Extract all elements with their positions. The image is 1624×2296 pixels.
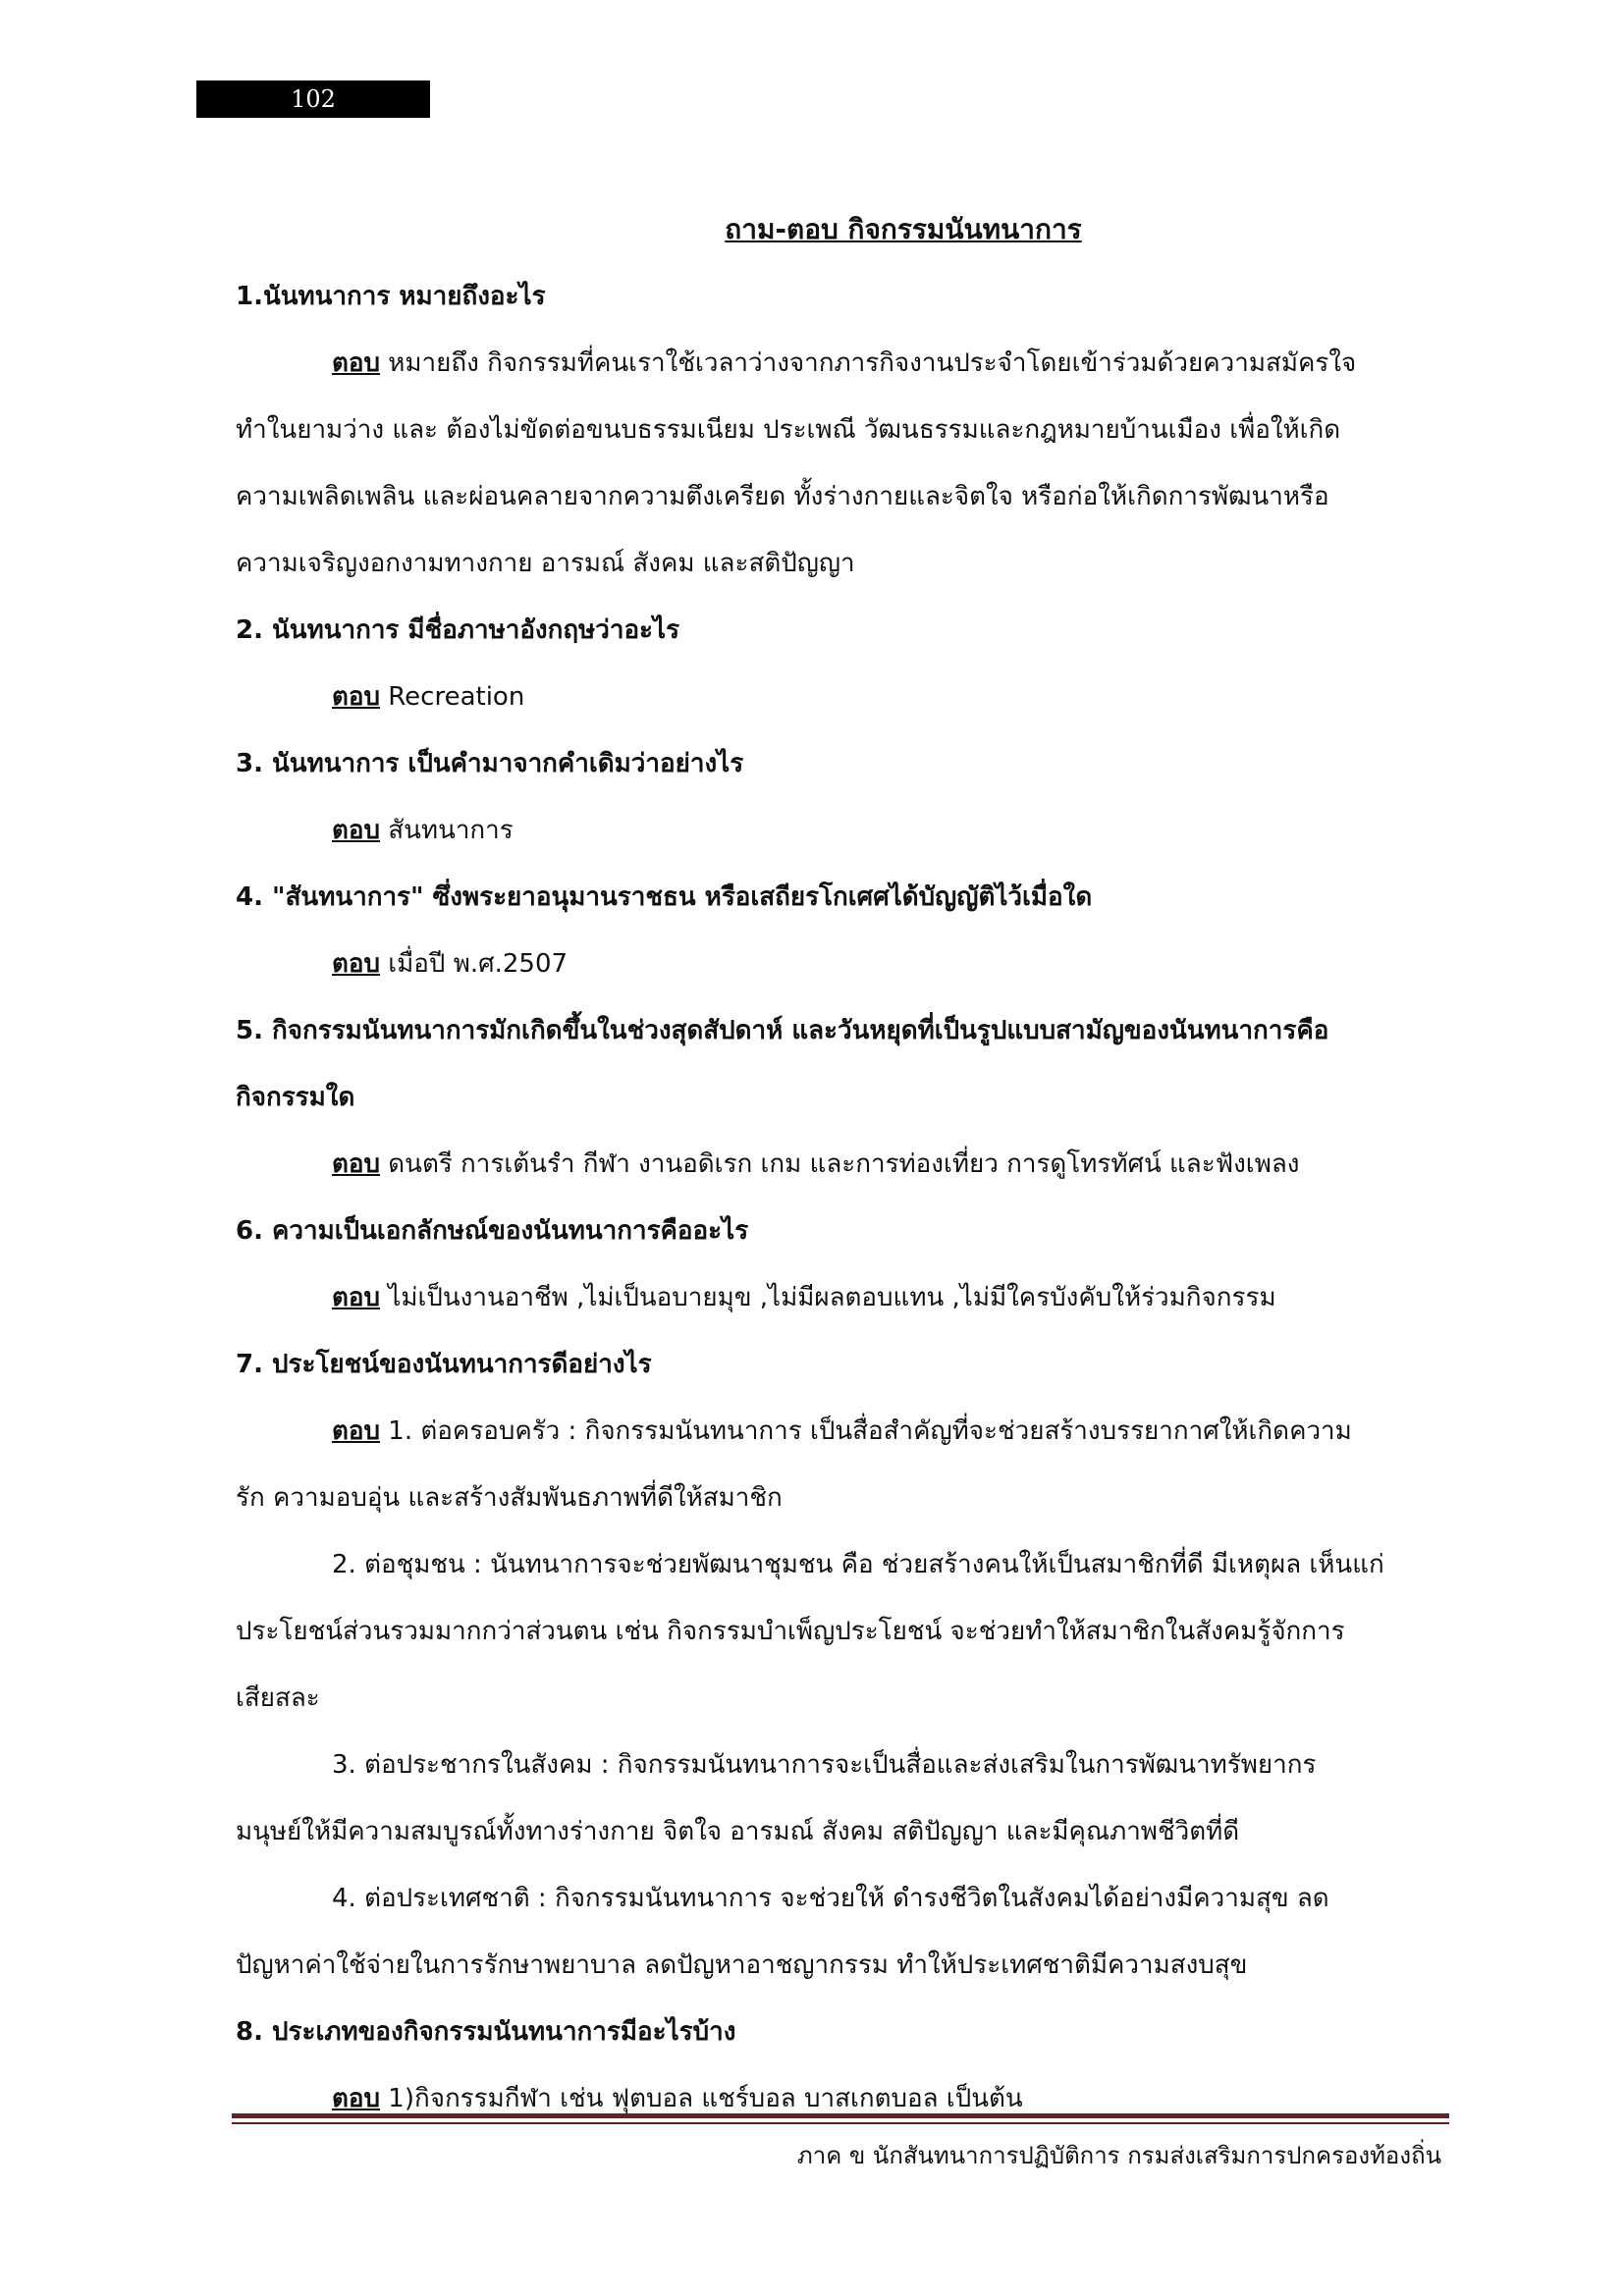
continuation-line: ปัญหาค่าใช้จ่ายในการรักษาพยาบาล ลดปัญหาอาชญากรรม ทำให้ประเทศชาติมีความสงบสุข (236, 1950, 1248, 1980)
footer-rule-thin (232, 2122, 1449, 2124)
answer-text: 1. ต่อครอบครัว : กิจกรรมนันทนาการ เป็นสื่อสำคัญที่จะช่วยสร้างบรรยากาศให้เกิดความ (388, 1416, 1352, 1446)
answer-label: ตอบ (332, 348, 381, 378)
footer-rule (232, 2113, 1449, 2118)
answer-line (236, 1131, 1463, 1198)
answer-text: Recreation (388, 682, 525, 712)
answer-text: 1)กิจกรรมกีฬา เช่น ฟุตบอล แชร์บอล บาสเกตบอล เป็นต้น (388, 2084, 1023, 2113)
answer-label: ตอบ (332, 1149, 381, 1179)
question-line: 2. นันทนาการ มีชื่อภาษาอังกฤษว่าอะไร (236, 615, 680, 645)
indented-line: 4. ต่อประเทศชาติ : กิจกรรมนันทนาการ จะช่วยให้ ดำรงชีวิตในสังคมได้อย่างมีความสุข ลด (332, 1884, 1329, 1913)
answer-line (236, 797, 1463, 864)
question-line: 8. ประเภทของกิจกรรมนันทนาการมีอะไรบ้าง (236, 2017, 736, 2047)
indented-line: 3. ต่อประชากรในสังคม : กิจกรรมนันทนาการจะเป็นสื่อและส่งเสริมในการพัฒนาทรัพยากร (332, 1750, 1317, 1780)
answer-line (236, 330, 1463, 397)
answer-line (236, 1398, 1463, 1465)
answer-label: ตอบ (332, 816, 381, 845)
indented-line: 2. ต่อชุมชน : นันทนาการจะช่วยพัฒนาชุมชน คือ ช่วยสร้างคนให้เป็นสมาชิกที่ดี มีเหตุผล เห็นแก่ (332, 1550, 1384, 1579)
document-body (236, 196, 1463, 2132)
question-line: 7. ประโยชน์ของนันทนาการดีอย่างไร (236, 1350, 652, 1379)
answer-text: หมายถึง กิจกรรมที่คนเราใช้เวลาว่างจากภารกิจงานประจำโดยเข้าร่วมด้วยความสมัครใจ (388, 348, 1357, 378)
question-line: 5. กิจกรรมนันทนาการมักเกิดขึ้นในช่วงสุดสัปดาห์ และวันหยุดที่เป็นรูปแบบสามัญของนันทนาการคือ (236, 1016, 1329, 1045)
question-line: 1.นันทนาการ หมายถึงอะไร (236, 282, 546, 311)
question-line: 4. "สันทนาการ" ซึ่งพระยาอนุมานราชธน หรือเสถียรโกเศศได้บัญญัติไว้เมื่อใด (236, 882, 1093, 912)
question-line: กิจกรรมใด (236, 1083, 355, 1112)
answer-text: สันทนาการ (388, 816, 514, 845)
answer-text: เมื่อปี พ.ศ.2507 (388, 949, 568, 979)
continuation-line: ความเพลิดเพลิน และผ่อนคลายจากความตึงเครียด ทั้งร่างกายและจิตใจ หรือก่อให้เกิดการพัฒนาหรือ (236, 482, 1329, 511)
answer-label: ตอบ (332, 1416, 381, 1446)
continuation-line: เสียสละ (236, 1683, 320, 1713)
answer-text: ไม่เป็นงานอาชีพ ,ไม่เป็นอบายมุข ,ไม่มีผลตอบแทน ,ไม่มีใครบังคับให้ร่วมกิจกรรม (388, 1283, 1276, 1312)
answer-line (236, 664, 1463, 730)
answer-line (236, 931, 1463, 997)
page-footer: ภาค ข นักสันทนาการปฏิบัติการ กรมส่งเสริมการปกครองท้องถิ่น (796, 2142, 1441, 2169)
continuation-line: ทำในยามว่าง และ ต้องไม่ขัดต่อขนบธรรมเนียม ประเพณี วัฒนธรรมและกฎหมายบ้านเมือง เพื่อให้เกิด (236, 415, 1341, 445)
continuation-line: มนุษย์ให้มีความสมบูรณ์ทั้งทางร่างกาย จิตใจ อารมณ์ สังคม สติปัญญา และมีคุณภาพชีวิตที่ดี (236, 1817, 1240, 1846)
answer-text: ดนตรี การเต้นรำ กีฬา งานอดิเรก เกม และการท่องเที่ยว การดูโทรทัศน์ และฟังเพลง (388, 1149, 1300, 1179)
continuation-line: รัก ความอบอุ่น และสร้างสัมพันธภาพที่ดีให้สมาชิก (236, 1483, 783, 1513)
answer-line (236, 1264, 1463, 1331)
answer-label: ตอบ (332, 949, 381, 979)
answer-label: ตอบ (332, 1283, 381, 1312)
question-line: 6. ความเป็นเอกลักษณ์ของนันทนาการคืออะไร (236, 1216, 749, 1246)
answer-label: ตอบ (332, 682, 381, 712)
question-line: 3. นันทนาการ เป็นคำมาจากคำเดิมว่าอย่างไร (236, 749, 744, 778)
continuation-line: ประโยชน์ส่วนรวมมากกว่าส่วนตน เช่น กิจกรรมบำเพ็ญประโยชน์ จะช่วยทำให้สมาชิกในสังคมรู้จักการ (236, 1617, 1345, 1646)
qa-list (236, 263, 1463, 2132)
continuation-line: ความเจริญงอกงามทางกาย อารมณ์ สังคม และสติปัญญา (236, 549, 855, 578)
document-title: ถาม-ตอบ กิจกรรมนันทนาการ (725, 213, 1082, 245)
answer-label: ตอบ (332, 2084, 381, 2113)
page-number: 102 (196, 80, 430, 118)
